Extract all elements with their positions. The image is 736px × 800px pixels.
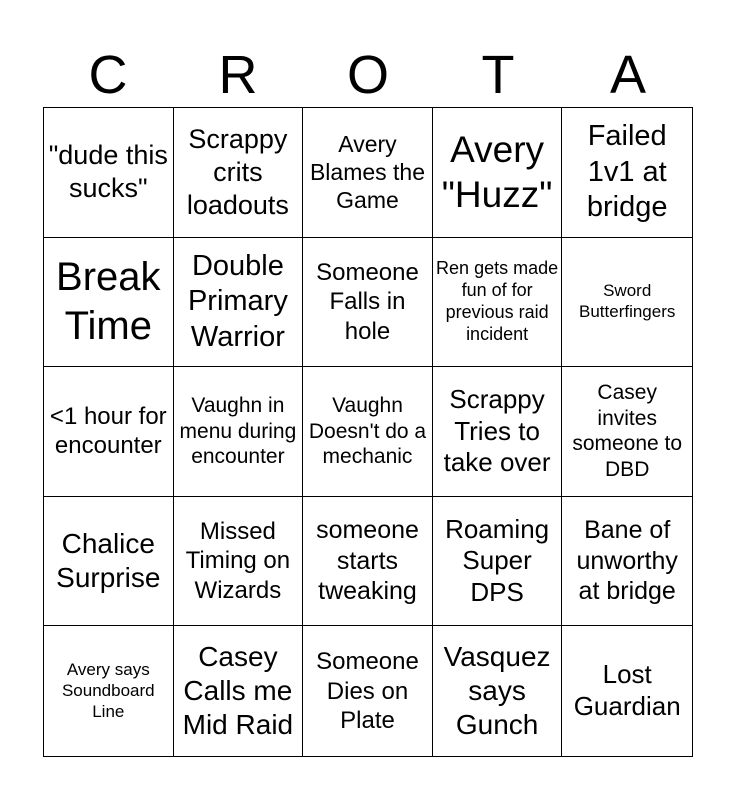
bingo-cell-r4c4[interactable] <box>433 497 563 627</box>
bingo-cell-r3c5[interactable] <box>562 367 692 497</box>
bingo-cell-r4c3[interactable] <box>303 497 433 627</box>
cell-text: Scrappy crits loadouts <box>186 123 289 220</box>
bingo-cell-r5c3[interactable] <box>303 626 433 756</box>
bingo-cell-r2c3[interactable] <box>303 238 433 368</box>
bingo-cell-r3c1[interactable] <box>44 367 174 497</box>
bingo-cell-r1c2[interactable] <box>174 108 304 238</box>
cell-text: <1 hour for encounter <box>49 403 167 460</box>
bingo-cell-r5c1[interactable] <box>44 626 174 756</box>
bingo-cell-r5c4[interactable] <box>433 626 563 756</box>
cell-text: someone starts tweaking <box>316 516 419 606</box>
cell-text: Someone Falls in hole <box>316 258 419 345</box>
cell-text: Vaughn in menu during encounter <box>179 394 297 469</box>
header-letter-t: T <box>481 45 515 105</box>
cell-text: Avery says Soundboard Line <box>61 660 155 721</box>
cell-text: Ren gets made fun of for previous raid incident <box>436 257 559 344</box>
bingo-cell-r1c1[interactable] <box>44 108 174 238</box>
bingo-header <box>43 42 693 108</box>
cell-text: Avery "Huzz" <box>441 129 553 216</box>
bingo-cell-r3c3[interactable] <box>303 367 433 497</box>
cell-text: Scrappy Tries to take over <box>443 383 551 478</box>
cell-text: Vaughn Doesn't do a mechanic <box>308 394 427 469</box>
cell-text: Lost Guardian <box>573 659 681 722</box>
cell-text: Failed 1v1 at bridge <box>586 120 668 223</box>
bingo-cell-r1c4[interactable] <box>433 108 563 238</box>
cell-text: Vasquez says Gunch <box>443 640 551 741</box>
cell-text: Roaming Super DPS <box>445 513 550 607</box>
bingo-cell-r5c5[interactable] <box>562 626 692 756</box>
cell-text: Someone Dies on Plate <box>316 648 419 734</box>
bingo-cell-r5c2[interactable] <box>174 626 304 756</box>
bingo-cell-r2c5[interactable] <box>562 238 692 368</box>
cell-text: "dude this sucks" <box>48 140 168 204</box>
header-letter-a: A <box>609 45 647 105</box>
cell-text: Casey Calls me Mid Raid <box>182 640 294 741</box>
bingo-cell-r4c5[interactable] <box>562 497 692 627</box>
header-letter-r: R <box>218 45 258 105</box>
header-letter-o: O <box>346 45 389 105</box>
cell-text: Chalice Surprise <box>56 527 161 594</box>
bingo-cell-r3c2[interactable] <box>174 367 304 497</box>
cell-text: Missed Timing on Wizards <box>185 518 291 604</box>
bingo-cell-r1c5[interactable] <box>562 108 692 238</box>
bingo-cell-r1c3[interactable] <box>303 108 433 238</box>
bingo-cell-r2c1[interactable] <box>44 238 174 368</box>
bingo-cell-r2c4[interactable] <box>433 238 563 368</box>
cell-text: Avery Blames the Game <box>309 131 426 214</box>
bingo-board <box>43 107 693 757</box>
cell-text: Double Primary Warrior <box>187 249 288 353</box>
cell-text: Break Time <box>56 255 161 348</box>
bingo-cell-r2c2[interactable] <box>174 238 304 368</box>
bingo-cell-r4c2[interactable] <box>174 497 304 627</box>
cell-text: Casey invites someone to DBD <box>572 381 683 482</box>
cell-text: Sword Butterfingers <box>579 281 676 321</box>
cell-text: Bane of unworthy at bridge <box>576 516 678 606</box>
header-letter-c: C <box>88 45 128 105</box>
bingo-cell-r3c4[interactable] <box>433 367 563 497</box>
bingo-cell-r4c1[interactable] <box>44 497 174 627</box>
